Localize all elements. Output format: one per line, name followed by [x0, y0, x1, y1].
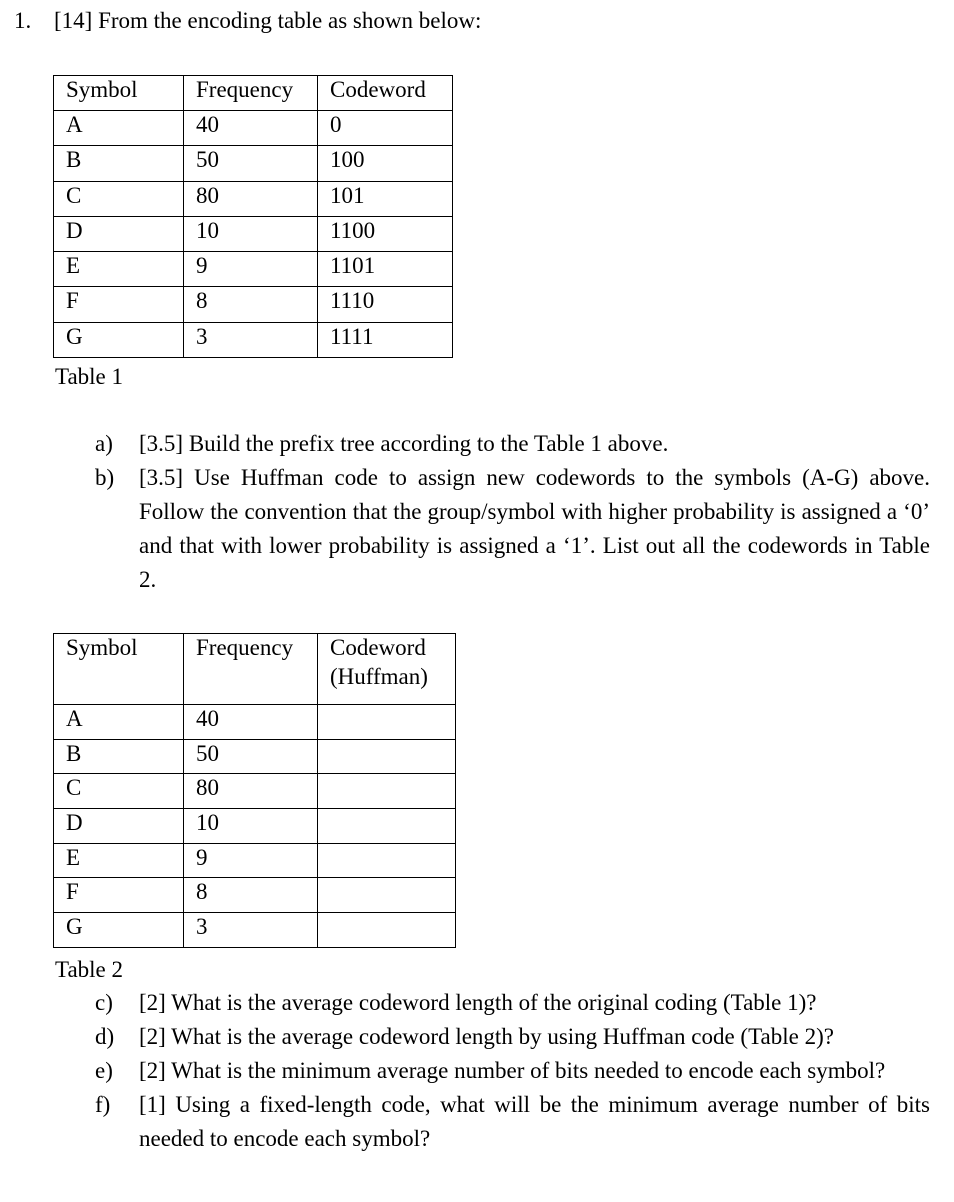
- question-title: [14] From the encoding table as shown below:: [54, 8, 482, 33]
- frequency-cell: 3: [184, 322, 318, 357]
- header-frequency: Frequency: [184, 76, 318, 111]
- subquestion-b: [95, 461, 930, 597]
- codeword-cell: 1110: [318, 287, 453, 322]
- encoding-table-2: [53, 633, 456, 948]
- table-row: [54, 739, 456, 774]
- table-2-caption: Table 2: [55, 957, 124, 982]
- codeword-answer-cell[interactable]: [318, 809, 456, 844]
- symbol-cell: B: [54, 146, 184, 181]
- codeword-answer-cell[interactable]: [318, 705, 456, 740]
- subquestions-c-f: [95, 986, 930, 1156]
- table-row: [54, 181, 453, 216]
- header-codeword: Codeword: [330, 635, 426, 660]
- subquestion-d: [95, 1020, 930, 1054]
- header-symbol: Symbol: [54, 76, 184, 111]
- table-header-row: [54, 634, 456, 705]
- codeword-cell: 100: [318, 146, 453, 181]
- subquestion-text: [1] Using a fixed-length code, what will be the minimum average number of bits needed to encode each symbol?: [139, 1092, 930, 1151]
- frequency-cell: 80: [184, 774, 318, 809]
- codeword-cell: 0: [318, 111, 453, 146]
- codeword-answer-cell[interactable]: [318, 739, 456, 774]
- subquestion-label: f): [95, 1092, 111, 1117]
- codeword-cell: 1101: [318, 252, 453, 287]
- symbol-cell: G: [54, 913, 184, 948]
- symbol-cell: A: [54, 111, 184, 146]
- symbol-cell: D: [54, 216, 184, 251]
- subquestion-label: c): [95, 990, 113, 1015]
- table-row: [54, 146, 453, 181]
- header-huffman: (Huffman): [330, 663, 428, 689]
- question-header: [14, 6, 481, 36]
- codeword-cell: 101: [318, 181, 453, 216]
- subquestion-text: [3.5] Use Huffman code to assign new codewords to the symbols (A-G) above. Follow the convention that the group/symbol with higher probability is assigned a ‘0’ and that with lower probability is assigned a ‘1’. List out all the codewords in Table 2.: [139, 465, 930, 592]
- frequency-cell: 8: [184, 878, 318, 913]
- frequency-cell: 80: [184, 181, 318, 216]
- symbol-cell: C: [54, 181, 184, 216]
- symbol-cell: E: [54, 843, 184, 878]
- table-row: [54, 774, 456, 809]
- frequency-cell: 9: [184, 843, 318, 878]
- symbol-cell: B: [54, 739, 184, 774]
- codeword-answer-cell[interactable]: [318, 878, 456, 913]
- subquestion-text: [2] What is the average codeword length of the original coding (Table 1)?: [139, 990, 817, 1015]
- table-1-caption: Table 1: [55, 364, 124, 389]
- codeword-answer-cell[interactable]: [318, 913, 456, 948]
- codeword-cell: 1111: [318, 322, 453, 357]
- symbol-cell: A: [54, 705, 184, 740]
- encoding-table-1: [53, 75, 453, 358]
- header-codeword-huffman: [318, 634, 456, 705]
- symbol-cell: F: [54, 878, 184, 913]
- frequency-cell: 10: [184, 216, 318, 251]
- symbol-cell: G: [54, 322, 184, 357]
- header-symbol: Symbol: [54, 634, 184, 705]
- frequency-cell: 9: [184, 252, 318, 287]
- symbol-cell: F: [54, 287, 184, 322]
- frequency-cell: 40: [184, 705, 318, 740]
- subquestion-label: a): [95, 431, 113, 456]
- subquestion-a: [95, 427, 930, 461]
- symbol-cell: C: [54, 774, 184, 809]
- table-row: [54, 111, 453, 146]
- frequency-cell: 8: [184, 287, 318, 322]
- subquestion-label: b): [95, 465, 115, 490]
- table-row: [54, 287, 453, 322]
- subquestion-c: [95, 986, 930, 1020]
- header-frequency: Frequency: [184, 634, 318, 705]
- subquestions-a-b: [95, 427, 930, 597]
- table-row: [54, 705, 456, 740]
- question-number: 1.: [14, 8, 32, 33]
- table-row: [54, 252, 453, 287]
- subquestion-label: e): [95, 1058, 113, 1083]
- table-header-row: [54, 76, 453, 111]
- frequency-cell: 50: [184, 146, 318, 181]
- frequency-cell: 50: [184, 739, 318, 774]
- table-row: [54, 878, 456, 913]
- symbol-cell: E: [54, 252, 184, 287]
- codeword-answer-cell[interactable]: [318, 843, 456, 878]
- table-row: [54, 913, 456, 948]
- header-codeword: Codeword: [318, 76, 453, 111]
- table-row: [54, 809, 456, 844]
- subquestion-e: [95, 1054, 930, 1088]
- subquestion-label: d): [95, 1024, 115, 1049]
- subquestion-f: [95, 1088, 930, 1156]
- table-row: [54, 322, 453, 357]
- table-row: [54, 843, 456, 878]
- symbol-cell: D: [54, 809, 184, 844]
- frequency-cell: 3: [184, 913, 318, 948]
- frequency-cell: 40: [184, 111, 318, 146]
- subquestion-text: [2] What is the average codeword length by using Huffman code (Table 2)?: [139, 1024, 834, 1049]
- frequency-cell: 10: [184, 809, 318, 844]
- codeword-answer-cell[interactable]: [318, 774, 456, 809]
- codeword-cell: 1100: [318, 216, 453, 251]
- table-row: [54, 216, 453, 251]
- subquestion-text: [3.5] Build the prefix tree according to the Table 1 above.: [139, 431, 669, 456]
- subquestion-text: [2] What is the minimum average number of bits needed to encode each symbol?: [139, 1058, 886, 1083]
